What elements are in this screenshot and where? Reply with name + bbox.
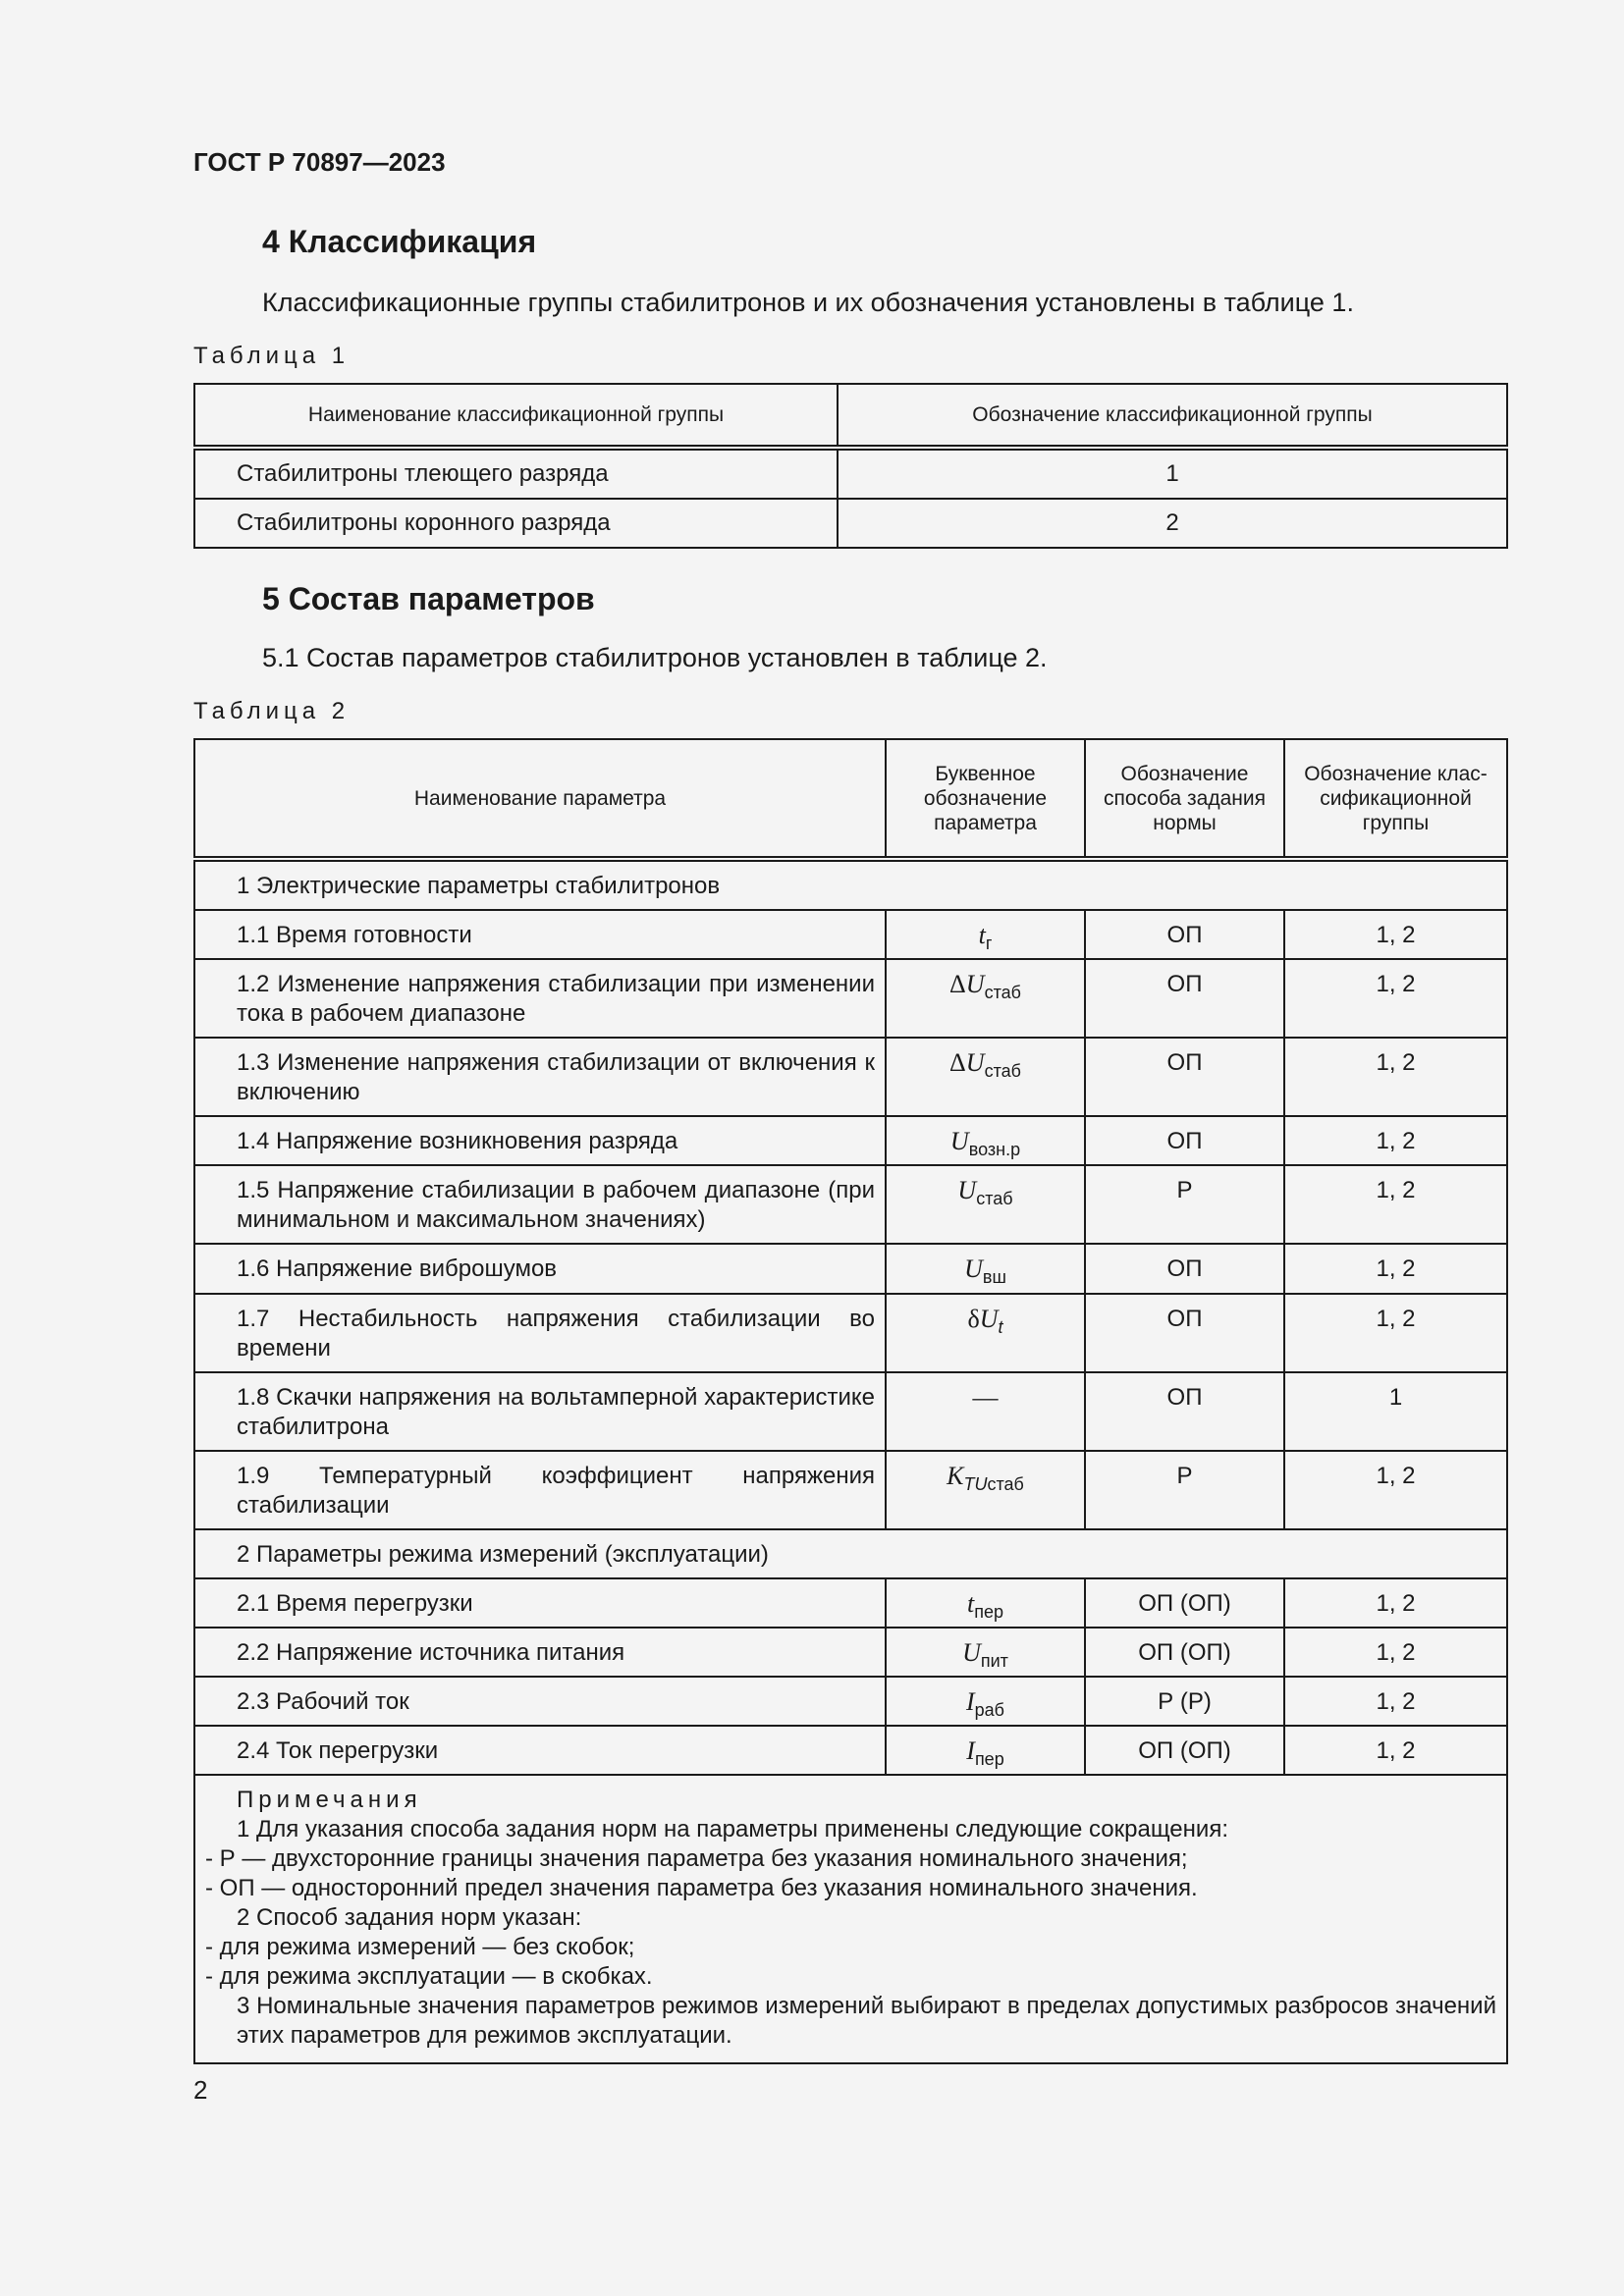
- table-1-caption: Таблица 1: [193, 343, 351, 369]
- group-name: Стабилитроны тлеющего разряда: [194, 448, 838, 499]
- symbol-subscript: [983, 1268, 1006, 1288]
- parameter-name: [194, 959, 886, 1038]
- table-row: [194, 1628, 1507, 1677]
- table-row: [194, 959, 1507, 1038]
- parameter-symbol: [886, 1578, 1085, 1628]
- parameter-name-text: 1.8 Скачки напряжения на вольтамперной характеристике стабилитрона: [237, 1383, 875, 1440]
- column-header: Обозначение классификационной группы: [838, 384, 1507, 448]
- parameter-name: [194, 1165, 886, 1244]
- column-header: Обозначение клас-сификационной группы: [1284, 739, 1507, 859]
- column-header: Наименование параметра: [194, 739, 886, 859]
- parameter-name: [194, 1677, 886, 1726]
- symbol-subscript-text: пер: [974, 1749, 1004, 1770]
- symbol-prefix: Δ: [949, 970, 966, 999]
- classification-table: [193, 383, 1508, 549]
- classification-group: 1, 2: [1284, 1244, 1507, 1293]
- norm-method: Р: [1085, 1165, 1284, 1244]
- symbol-subscript: [999, 1317, 1003, 1337]
- symbol-subscript-text: пер: [974, 1601, 1003, 1622]
- symbol-subscript: [969, 1140, 1020, 1159]
- classification-group: 1, 2: [1284, 1294, 1507, 1372]
- classification-group: 1, 2: [1284, 1578, 1507, 1628]
- table-2-caption: Таблица 2: [193, 698, 351, 724]
- symbol-subscript: [963, 1474, 1023, 1494]
- symbol-subscript: [975, 1749, 1004, 1769]
- parameter-name: [194, 1244, 886, 1293]
- symbol-subscript: [981, 1651, 1008, 1671]
- section-title: 1 Электрические параметры стабилитронов: [194, 859, 1507, 910]
- norm-method: ОП (ОП): [1085, 1578, 1284, 1628]
- parameter-name-text: 2.4 Ток перегрузки: [237, 1737, 439, 1765]
- parameter-symbol: [886, 1294, 1085, 1372]
- norm-method: Р (Р): [1085, 1677, 1284, 1726]
- symbol-subscript: [974, 1602, 1003, 1622]
- symbol-main: U: [964, 1255, 983, 1284]
- classification-group: 1, 2: [1284, 1116, 1507, 1165]
- table-row: [194, 1165, 1507, 1244]
- classification-group: 1, 2: [1284, 1038, 1507, 1116]
- table-row: [194, 1244, 1507, 1293]
- symbol-subscript: [986, 934, 993, 953]
- notes-title: Примечания: [237, 1787, 422, 1814]
- classification-group: 1, 2: [1284, 1677, 1507, 1726]
- symbol-main: U: [962, 1637, 981, 1667]
- parameter-name: [194, 1726, 886, 1775]
- symbol-subscript-text: стаб: [984, 1061, 1021, 1082]
- symbol-subscript-italic: TU: [963, 1473, 988, 1494]
- section-4-text: Классификационные группы стабилитронов и их обозначения установлены в таблице 1.: [262, 288, 1354, 317]
- parameter-name: [194, 1451, 886, 1529]
- norm-method: ОП (ОП): [1085, 1628, 1284, 1677]
- parameter-name: [194, 910, 886, 959]
- classification-group: 1: [1284, 1372, 1507, 1451]
- table-header-row: [194, 739, 1507, 859]
- norm-method: ОП: [1085, 1372, 1284, 1451]
- symbol-subscript-text: стаб: [976, 1189, 1013, 1209]
- parameter-symbol: [886, 1628, 1085, 1677]
- symbol-subscript: [985, 983, 1021, 1002]
- symbol-main: K: [947, 1461, 964, 1490]
- parameter-name-text: 1.2 Изменение напряжения стабилизации при изменении тока в рабочем диапазоне: [237, 971, 875, 1028]
- classification-group: 1, 2: [1284, 959, 1507, 1038]
- note-line: - для режима измерений — без скобок;: [205, 1934, 635, 1961]
- symbol-subscript-text: раб: [974, 1700, 1004, 1721]
- classification-group: 1, 2: [1284, 1628, 1507, 1677]
- symbol-main: U: [965, 1048, 985, 1078]
- parameter-symbol: [886, 1038, 1085, 1116]
- notes-row: [194, 1775, 1507, 2063]
- classification-group: 1, 2: [1284, 1165, 1507, 1244]
- group-code: 1: [838, 448, 1507, 499]
- norm-method: ОП: [1085, 1116, 1284, 1165]
- table-row: [194, 1116, 1507, 1165]
- symbol-subscript-text: стаб: [984, 983, 1021, 1003]
- note-line: 1 Для указания способа задания норм на параметры применены следующие сокращения:: [237, 1816, 1228, 1843]
- table-row: [194, 1038, 1507, 1116]
- note-line: - для режима эксплуатации — в скобках.: [205, 1963, 653, 1991]
- parameter-name: [194, 1372, 886, 1451]
- section-title: 2 Параметры режима измерений (эксплуатации): [194, 1529, 1507, 1578]
- classification-group: 1, 2: [1284, 1726, 1507, 1775]
- parameter-name-text: 1.5 Напряжение стабилизации в рабочем диапазоне (при минимальном и максимальном значениях): [237, 1177, 875, 1234]
- table-row: [194, 910, 1507, 959]
- note-line: 3 Номинальные значения параметров режимов измерений выбирают в пределах допустимых разбросов значений этих параметров для режимов эксплуатации.: [237, 1993, 1496, 2050]
- table-row: [194, 499, 1507, 548]
- classification-group: 1, 2: [1284, 1451, 1507, 1529]
- section-5-heading: 5 Состав параметров: [262, 581, 595, 616]
- column-header: Наименование классификационной группы: [194, 384, 838, 448]
- classification-group: 1, 2: [1284, 910, 1507, 959]
- parameter-symbol: [886, 1244, 1085, 1293]
- symbol-main: U: [965, 970, 985, 999]
- group-code: 2: [838, 499, 1507, 548]
- column-header: Буквенное обозначение параметра: [886, 739, 1085, 859]
- note-line: - ОП — односторонний предел значения параметра без указания номинального значения.: [205, 1875, 1198, 1902]
- section-4-heading: 4 Классификация: [262, 224, 537, 259]
- symbol-main: t: [966, 1588, 975, 1618]
- document-code: ГОСТ Р 70897—2023: [193, 147, 446, 177]
- table-row: [194, 1578, 1507, 1628]
- parameter-symbol: [886, 1372, 1085, 1451]
- column-header: Обозначение способа задания нормы: [1085, 739, 1284, 859]
- symbol-main: I: [966, 1736, 975, 1766]
- table-row: [194, 1372, 1507, 1451]
- table-section-row: [194, 1529, 1507, 1578]
- symbol-prefix: Δ: [949, 1048, 966, 1078]
- parameter-symbol: [886, 959, 1085, 1038]
- symbol-dash: —: [972, 1382, 999, 1412]
- parameter-name: [194, 1578, 886, 1628]
- page-number: 2: [193, 2075, 208, 2105]
- parameter-symbol: [886, 1726, 1085, 1775]
- symbol-subscript-text: t: [998, 1316, 1003, 1337]
- symbol-subscript: [976, 1190, 1012, 1209]
- parameter-name: [194, 1294, 886, 1372]
- symbol-main: U: [979, 1304, 999, 1333]
- table-header-row: [194, 384, 1507, 448]
- table-row: [194, 1294, 1507, 1372]
- table-row: [194, 448, 1507, 499]
- parameter-symbol: [886, 1165, 1085, 1244]
- norm-method: ОП: [1085, 1294, 1284, 1372]
- symbol-main: t: [978, 921, 986, 949]
- notes-cell: [194, 1775, 1507, 2063]
- table-section-row: [194, 859, 1507, 910]
- parameter-symbol: [886, 1451, 1085, 1529]
- norm-method: Р: [1085, 1451, 1284, 1529]
- symbol-subscript-text: стаб: [987, 1473, 1024, 1494]
- parameter-name: [194, 1038, 886, 1116]
- parameter-name-text: 1.6 Напряжение виброшумов: [237, 1255, 558, 1283]
- symbol-main: U: [949, 1127, 969, 1156]
- parameter-name-text: 1.7 Нестабильность напряжения стабилизации во времени: [237, 1305, 875, 1362]
- parameters-table: [193, 738, 1508, 2064]
- parameter-name-text: 2.3 Рабочий ток: [237, 1687, 409, 1715]
- norm-method: ОП: [1085, 1244, 1284, 1293]
- symbol-subscript: [985, 1061, 1021, 1081]
- table-row: [194, 1726, 1507, 1775]
- section-5-text: 5.1 Состав параметров стабилитронов установлен в таблице 2.: [262, 643, 1048, 672]
- symbol-main: I: [965, 1686, 975, 1716]
- parameter-name-text: 2.1 Время перегрузки: [237, 1589, 473, 1617]
- symbol-subscript: [975, 1700, 1004, 1720]
- symbol-main: U: [957, 1176, 977, 1205]
- parameter-name-text: 1.1 Время готовности: [237, 922, 472, 948]
- note-line: 2 Способ задания норм указан:: [237, 1904, 582, 1932]
- parameter-name-text: 1.4 Напряжение возникновения разряда: [237, 1128, 678, 1155]
- norm-method: ОП: [1085, 910, 1284, 959]
- parameter-symbol: [886, 1116, 1085, 1165]
- group-name: Стабилитроны коронного разряда: [194, 499, 838, 548]
- parameter-name-text: 1.9 Температурный коэффициент напряжения стабилизации: [237, 1462, 875, 1519]
- parameter-symbol: [886, 1677, 1085, 1726]
- parameter-name: [194, 1116, 886, 1165]
- norm-method: ОП (ОП): [1085, 1726, 1284, 1775]
- parameter-name-text: 1.3 Изменение напряжения стабилизации от включения к включению: [237, 1049, 875, 1106]
- norm-method: ОП: [1085, 1038, 1284, 1116]
- note-line: - Р — двухсторонние границы значения параметра без указания номинального значения;: [205, 1845, 1188, 1873]
- symbol-subscript-text: пит: [980, 1650, 1008, 1671]
- symbol-prefix: δ: [967, 1304, 980, 1333]
- table-row: [194, 1451, 1507, 1529]
- table-row: [194, 1677, 1507, 1726]
- parameter-name: [194, 1628, 886, 1677]
- norm-method: ОП: [1085, 959, 1284, 1038]
- symbol-subscript-text: г: [985, 934, 993, 954]
- parameter-symbol: [886, 910, 1085, 959]
- symbol-subscript-text: возн.р: [968, 1140, 1021, 1160]
- symbol-subscript-text: вш: [982, 1267, 1006, 1288]
- parameter-name-text: 2.2 Напряжение источника питания: [237, 1638, 625, 1666]
